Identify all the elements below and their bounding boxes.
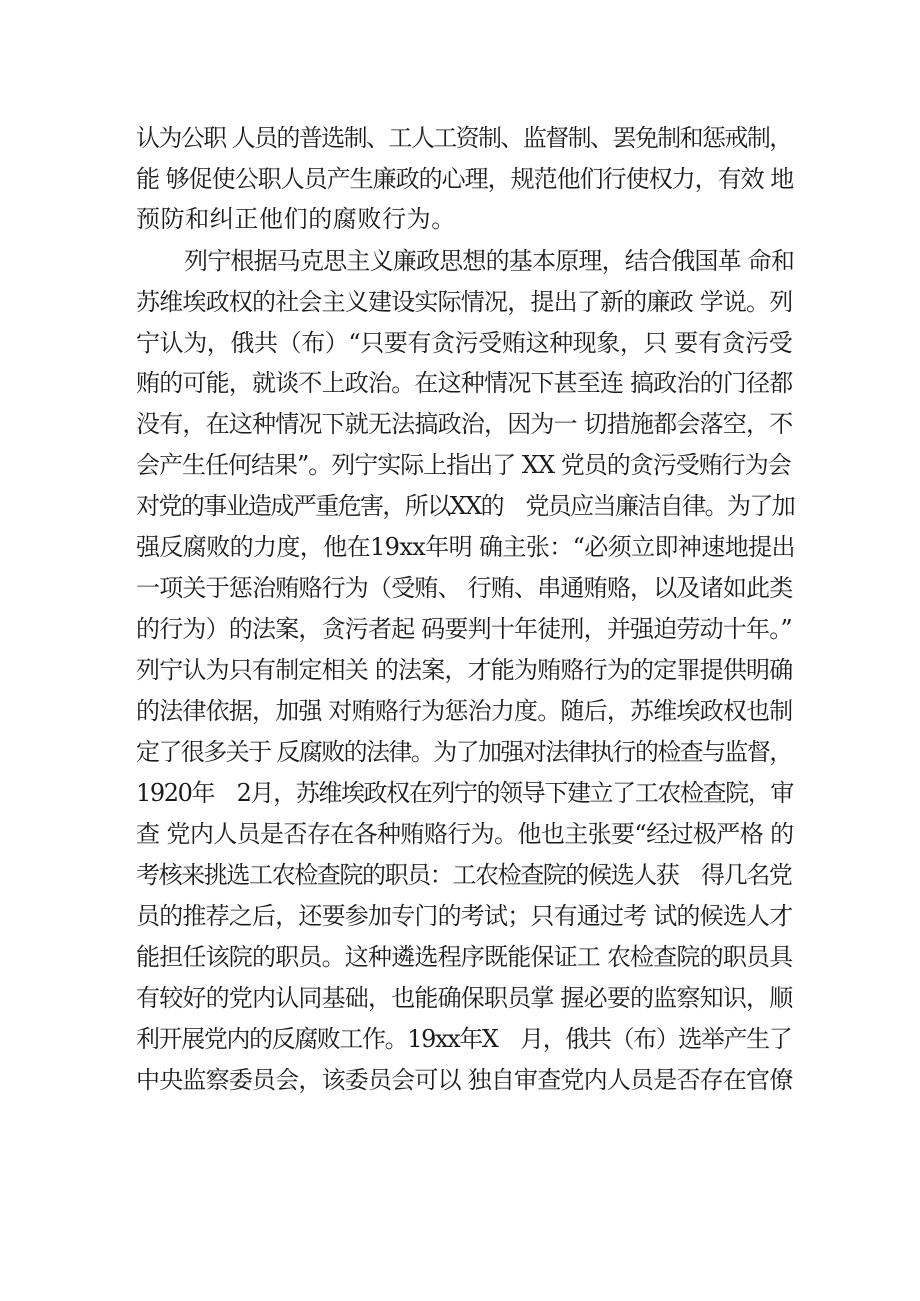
paragraph-line: 利开展党内的反腐败工作。19xx年X 月，俄共（布）选举产生了 — [136, 1025, 792, 1053]
paragraph-line: 能 够促使公职人员产生廉政的心理，规范他们行使权力，有效 地 — [136, 165, 794, 193]
paragraph-line: 有较好的党内认同基础，也能确保职员掌 握必要的监察知识，顺 — [136, 984, 793, 1012]
paragraph-line: 1920年 2月，苏维埃政权在列宁的领导下建立了工农检查院，审 — [136, 779, 793, 807]
paragraph-line: 中央监察委员会，该委员会可以 独自审查党内人员是否存在官僚 — [136, 1066, 793, 1094]
paragraph-line: 考核来挑选工农检查院的职员：工农检查院的候选人获 得几名党 — [136, 861, 792, 889]
paragraph-line: 宁认为，俄共（布）“只要有贪污受贿这种现象，只 要有贪污受 — [136, 329, 793, 357]
paragraph-line: 能担任该院的职员。这种遴选程序既能保证工 农检查院的职员具 — [136, 943, 793, 971]
paragraph-line: 员的推荐之后，还要参加专门的考试；只有通过考 试的候选人才 — [136, 902, 793, 930]
paragraph-line: 预防和纠正他们的腐败行为。 — [136, 205, 456, 233]
paragraph-line: 会产生任何结果”。列宁实际上指出了 XX 党员的贪污受贿行为会 — [136, 451, 791, 479]
paragraph-line: 苏维埃政权的社会主义建设实际情况，提出了新的廉政 学说。列 — [136, 288, 793, 316]
paragraph-line: 列宁认为只有制定相关 的法案，才能为贿赂行为的定罪提供明确 — [136, 656, 793, 684]
paragraph-line: 贿的可能，就谈不上政治。在这种情况下甚至连 搞政治的门径都 — [136, 369, 793, 397]
paragraph-line: 一项关于惩治贿赂行为（受贿、 行贿、串通贿赂，以及诸如此类 — [136, 574, 793, 602]
paragraph-line: 的行为）的法案，贪污者起 码要判十年徒刑，并强迫劳动十年。” — [136, 615, 792, 643]
paragraph-line: 查 党内人员是否存在各种贿赂行为。他也主张要“经过极严格 的 — [136, 820, 794, 848]
paragraph-line: 认为公职 人员的普选制、工人工资制、监督制、罢免制和惩戒制， — [136, 124, 792, 152]
paragraph-line: 定了很多关于 反腐败的法律。为了加强对法律执行的检查与监督， — [136, 738, 792, 766]
paragraph-line: 强反腐败的力度，他在19xx年明 确主张：“必须立即神速地提出 — [136, 533, 795, 561]
paragraph-line: 没有，在这种情况下就无法搞政治，因为一 切措施都会落空，不 — [136, 410, 793, 438]
paragraph-line: 对党的事业造成严重危害，所以XX的 党员应当廉洁自律。为了加 — [136, 492, 795, 520]
paragraph-line: 列宁根据马克思主义廉政思想的基本原理，结合俄国革 命和 — [184, 247, 795, 275]
paragraph-line: 的法律依据，加强 对贿赂行为惩治力度。随后，苏维埃政权也制 — [136, 697, 793, 725]
